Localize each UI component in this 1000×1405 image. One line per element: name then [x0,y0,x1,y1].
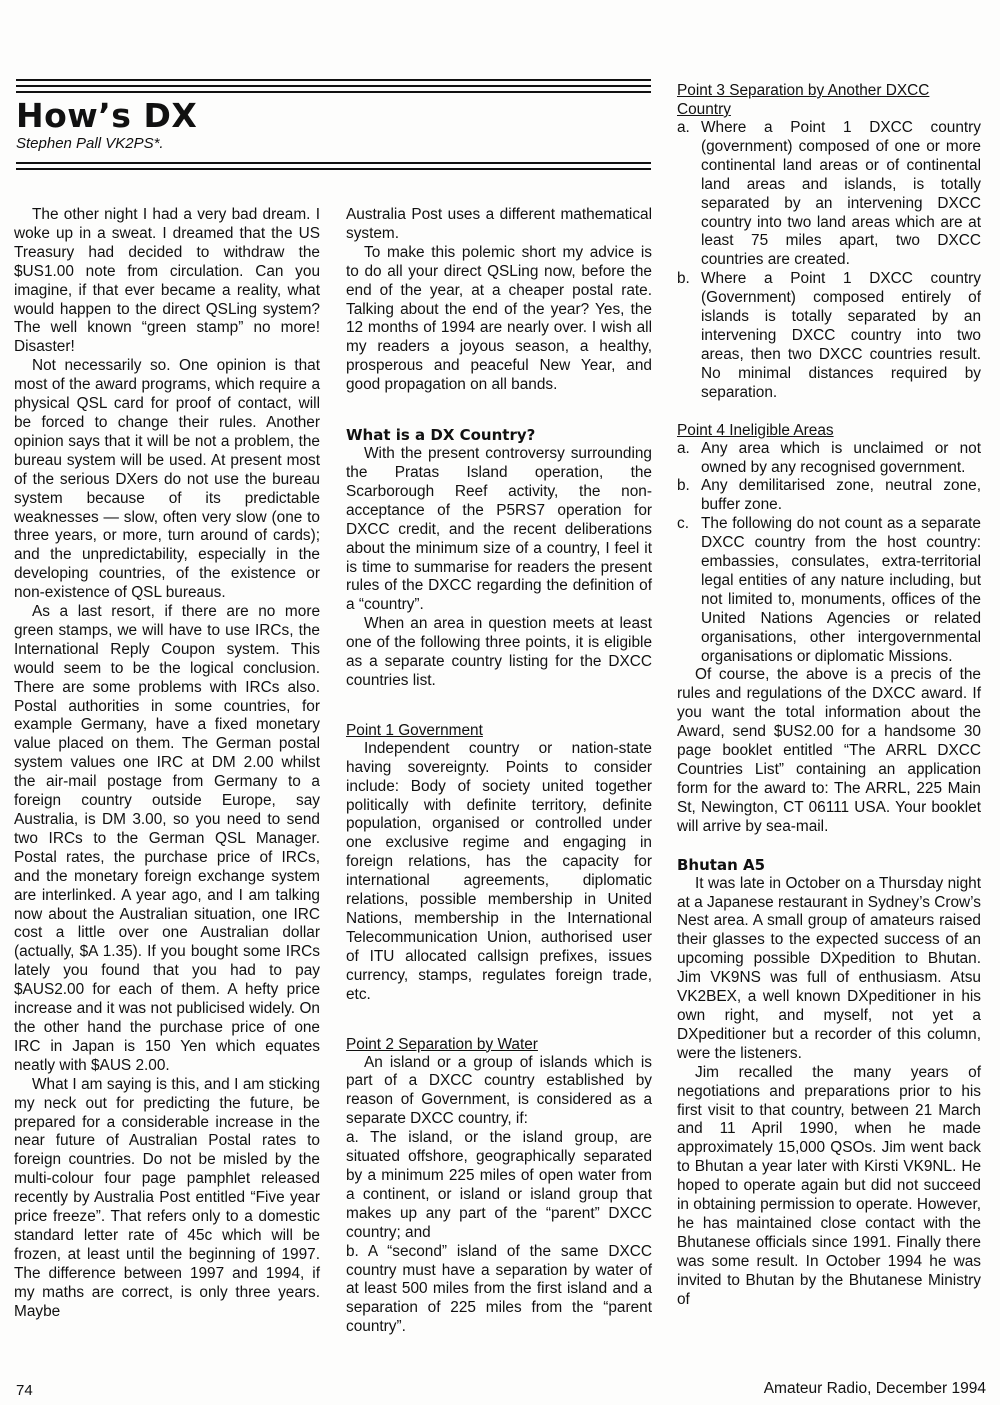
body-paragraph: Australia Post uses a different mathematical system. [346,206,652,242]
section-heading: What is a DX Country? [346,426,536,445]
body-paragraph: Not necessarily so. One opinion is that most of the award programs, which require a physical QSL card for proof of contact, will be forced to change their rules. Another opinion says that it will be not a problem, the bureau system will be used. At present most of the serious DXers do not use the bureau system because of its predictable weaknesses — slow, often very slow (one to three years, or more, turn around of cards); and the unpredictability, especially in the developing countries, of the existence or non-existence of QSL bureaus. [14,357,320,602]
body-paragraph: When an area in question meets at least one of the following three points, it is eligible as a separate country listing for the DXCC countries list. [346,615,652,689]
top-rule [16,91,651,93]
list-text: Where a Point 1 DXCC country (government) composed of one or more continental land areas or of continental land areas and islands, is totally separated by an intervening DXCC country into two land areas which are at least 75 miles apart, two DXCC countries are created. [701,119,981,269]
list-text: The following do not count as a separate DXCC country from the host country: embassies, consulates, extra-territorial legal entities of any nature including, but not limited to, monuments, offices of the United Nations Agencies or related organisations, other intergovernmental organisations or diplomatic Missions. [701,515,981,665]
list-marker: b. [677,270,690,288]
point3-list [677,119,981,403]
point-heading: Point 2 Separation by Water [346,1035,538,1053]
list-text: Any area which is unclaimed or not owned by any recognised government. [701,439,981,476]
list-item [677,440,981,478]
section-heading: Bhutan A5 [677,855,766,874]
list-item [677,515,981,666]
point4-list [677,440,981,667]
list-item [677,270,981,402]
body-paragraph: The other night I had a very bad dream. I woke up in a sweat. I dreamed that the US Treasury had decided to withdraw the $US1.00 note from circulation. Can you imagine, if that ever became a reality, what would happen to the direct QSLing system? The well known “green stamp” no more! Disaster! [14,206,320,356]
body-paragraph: What I am saying is this, and I am sticking my neck out for predicting the future, be prepared for a considerable increase in the near future of Australian Postal rates to foreign countries. Do not be misled by the multi-colour four page pamphlet released recently by Australia Post entitled “Five year price freeze”. That refers only to a domestic standard letter rate of 45c which will be frozen, at least until the beginning of 1997. The difference between 1997 and 1994, if my maths are correct, is only three years. Maybe [14,1075,320,1320]
point-heading: Point 1 Government [346,721,483,739]
list-marker: c. [677,515,689,533]
list-item [677,119,981,270]
publication-footer: Amateur Radio, December 1994 [763,1380,986,1397]
body-paragraph: Of course, the above is a precis of the rules and regulations of the DXCC award. If you want the total information about the Award, send $US2.00 for a handsome 30 page booklet entitled “The ARRL DXCC Countries List” containing an application form for the award to: The ARRL, 225 Main St, Newington, CT 06111 USA. Your booklet will arrive by sea-mail. [677,666,981,835]
body-paragraph: An island or a group of islands which is part of a DXCC country established by reason of Government, is considered as a separate DXCC country, if: [346,1053,652,1128]
list-marker: b. [677,477,690,495]
body-paragraph: b. A “second” island of the same DXCC country must have a separation by water of at least 500 miles from the first island and a separation of 225 miles from the “parent country”. [346,1242,652,1336]
body-paragraph: a. The island, or the island group, are situated offshore, geographically separated by a minimum 225 miles of open water from a continent, or island or island group that makes up any part of the “parent” DXCC country; and [346,1129,652,1241]
author-byline: Stephen Pall VK2PS*. [16,135,164,152]
point-heading: Point 3 Separation by Another DXCC Country [677,82,930,118]
header-underline [16,162,651,164]
column-title: How’s DX [16,96,198,135]
body-paragraph: With the present controversy surrounding the Pratas Island operation, the Scarborough Reef activity, the non-acceptance of the P5RS7 operation for DXCC credit, and the recent deliberations about the minimum size of a country, I feel it is time to summarise for readers the present rules of the DXCC regarding the definition of a “country”. [346,445,652,614]
body-paragraph: It was late in October on a Thursday night at a Japanese restaurant in Sydney’s Crow’s Nest area. A small group of amateurs raised their glasses to the expected success of an upcoming possible DXpedition to Bhutan. Jim VK9NS was full of enthusiasm. Atsu VK2BEX, a well known DXpeditioner in his own right, and myself, not yet a DXpeditioner but a recorder of this column, were the listeners. [677,874,981,1062]
body-paragraph: As a last resort, if there are no more green stamps, we will have to use IRCs, the International Reply Coupon system. This would seem to be the logical conclusion. There are some problems with IRCs also. Postal authorities in some countries, for example Germany, have a fixed monetary value placed on them. The German postal system values one IRC at DM 2.00 whilst the air-mail postage from Germany to a foreign country outside Europe, say Australia, is DM 3.00, so you need to send two IRCs to the German QSL Manager. Postal rates, the purchase price of IRCs, and the monetary foreign exchange system are interlinked. A year ago, and I am talking now about the Australian situation, one IRC cost a little over one Australian dollar (actually, $A 1.35). If you bought some IRCs lately you found that you had to pay $AUS2.00 for each of them. A hefty price increase and it was not publicised widely. On the other hand the purchase price of one IRC in Japan is 150 Yen which equates neatly with $AUS 2.00. [14,603,320,1074]
body-paragraph: Independent country or nation-state having sovereignty. Points to consider include: Body of society united together politically with definite territory, definite population, organised or controlled under one exclusive regime and engaging in foreign relations, has the capacity for international agreements, diplomatic relations, possible membership in United Nations, membership in the International Telecommunication Union, authorised user of ITU allocated callsign prefixes, issues currency, stamps, regulates foreign trade, etc. [346,739,652,1003]
top-rule [16,85,651,87]
body-paragraph: Jim recalled the many years of negotiations and preparations prior to his first visit to that country, between 21 March and 11 April 1990, when he made approximately 15,000 QSOs. Jim went back to Bhutan a year later with Kirsti VK9NL. He hoped to operate again but did not succeed in obtaining permission to operate. However, he has maintained close contact with the Bhutanese officials since 1991. Finally there was some result. In October 1994 he was invited to Bhutan by the Bhutanese Ministry of [677,1063,981,1308]
body-paragraph: To make this polemic short my advice is to do all your direct QSLing now, before the end of the year, at a cheaper postal rate. Talking about the end of the year? Yes, the 12 months of 1994 are nearly over. I wish all my readers a joyous season, a healthy, prosperous and peaceful New Year, and good propagation on all bands. [346,243,652,394]
list-text: Where a Point 1 DXCC country (Government) composed entirely of islands is totally separated by an intervening DXCC country into two areas, then two DXCC countries result. No minimal distances required by separation. [701,270,981,401]
list-item [677,477,981,515]
column-1 [14,206,320,1321]
column-2 [346,206,652,1337]
point-heading: Point 4 Ineligible Areas [677,421,834,439]
list-marker: a. [677,439,690,457]
list-text: Any demilitarised zone, neutral zone, buffer zone. [701,477,981,514]
page-number: 74 [16,1382,33,1399]
header-underline [16,168,651,170]
column-3 [677,81,981,1309]
list-marker: a. [677,119,690,136]
top-rule [16,79,651,81]
